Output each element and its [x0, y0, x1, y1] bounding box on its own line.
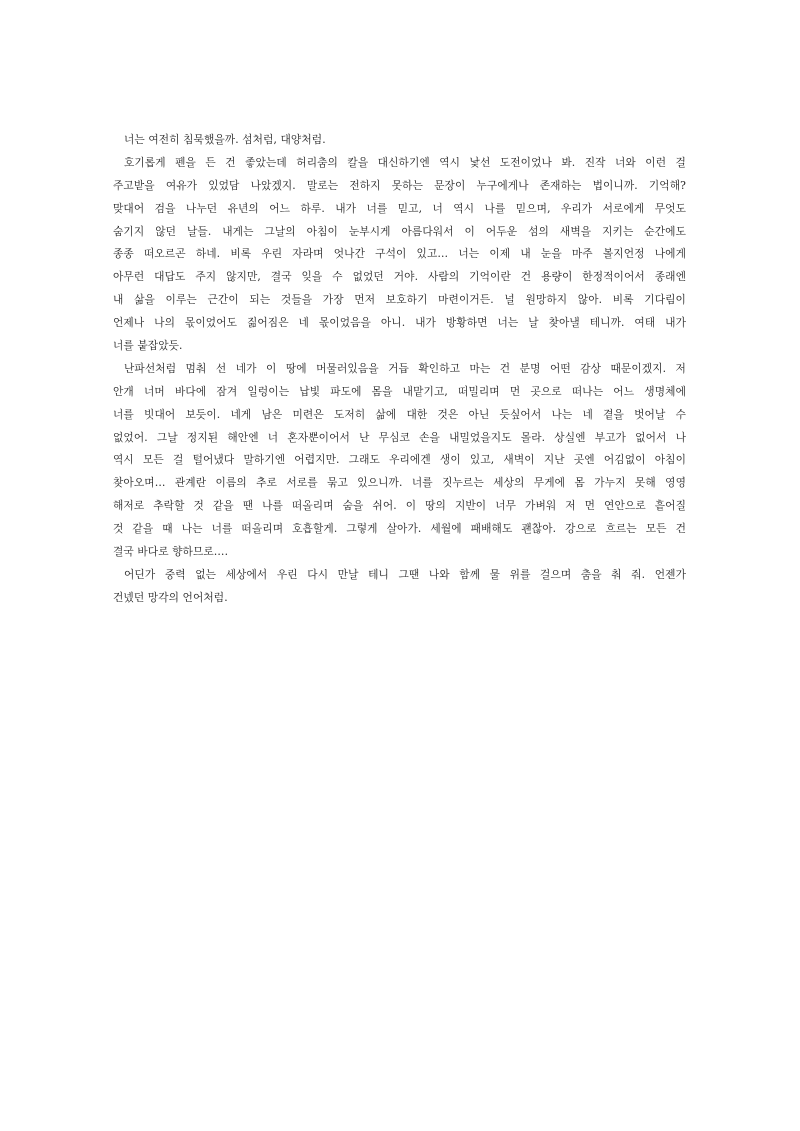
paragraph-3-line-6: 찾아오며… 관계란 이름의 추로 서로를 묶고 있으니까. 너를 짓누르는 세상의 무게에 몸 가누지 못해 영영 — [113, 476, 686, 490]
paragraph-3-line-3: 너를 빗대어 보듯이. 네게 남은 미련은 도저히 삶에 대한 것은 아닌 듯싶어서 나는 네 곁을 벗어날 수 — [113, 407, 686, 421]
letter-body — [113, 129, 686, 610]
paragraph-4-line-1: 어딘가 중력 없는 세상에서 우린 다시 만날 테니 그땐 나와 함께 물 위를 걸으며 춤을 춰 줘. 언젠가 — [124, 567, 686, 581]
paragraph-3-line-8: 것 같을 때 나는 너를 떠올리며 호흡할게. 그렇게 살아가. 세월에 패배해도 괜찮아. 강으로 흐르는 모든 건 — [113, 522, 686, 536]
paragraph-2-line-5: 종종 떠오르곤 하네. 비록 우린 자라며 엇나간 구석이 있고… 너는 이제 내 눈을 마주 볼지언정 나에게 — [113, 247, 686, 261]
paragraph-2-line-4: 숨기지 않던 날들. 내게는 그날의 아침이 눈부시게 아름다워서 이 어두운 섬의 새벽을 지키는 순간에도 — [113, 224, 686, 238]
paragraph-4-line-2: 건넸던 망각의 언어처럼. — [113, 590, 228, 604]
paragraph-3-line-5: 역시 모든 걸 털어냈다 말하기엔 어렵지만. 그래도 우리에겐 생이 있고, 새벽이 지난 곳엔 어김없이 아침이 — [113, 453, 686, 467]
paragraph-2-line-1: 호기롭게 펜을 든 건 좋았는데 허리춤의 칼을 대신하기엔 역시 낯선 도전이었나 봐. 진작 너와 이런 걸 — [124, 155, 686, 169]
paragraph-2-line-9: 너를 붙잡았듯. — [113, 339, 183, 353]
paragraph-2-line-2: 주고받을 여유가 있었담 나았겠지. 말로는 전하지 못하는 문장이 누구에게나 존재하는 법이니까. 기억해? — [113, 178, 686, 192]
paragraph-3-line-9: 결국 바다로 향하므로…. — [113, 545, 229, 559]
paragraph-3-line-4: 없었어. 그날 정지된 해안엔 너 혼자뿐이어서 난 무심코 손을 내밀었을지도 몰라. 상실엔 부고가 없어서 나 — [113, 430, 686, 444]
paragraph-3-line-1: 난파선처럼 멈춰 선 네가 이 땅에 머물러있음을 거듭 확인하고 마는 건 분명 어떤 감상 때문이겠지. 저 — [124, 361, 686, 375]
paragraph-3-line-7: 해저로 추락할 것 같을 땐 나를 떠올리며 숨을 쉬어. 이 땅의 지반이 너무 가벼워 저 먼 연안으로 흩어질 — [113, 499, 686, 513]
paragraph-2-line-7: 내 삶을 이루는 근간이 되는 것들을 가장 먼저 보호하기 마련이거든. 널 원망하지 않아. 비록 기다림이 — [113, 293, 686, 307]
paragraph-2-line-3: 맞대어 검을 나누던 유년의 어느 하루. 내가 너를 믿고, 너 역시 나를 믿으며, 우리가 서로에게 무엇도 — [113, 201, 686, 215]
paragraph-3-line-2: 안개 너머 바다에 잠겨 일렁이는 납빛 파도에 몸을 내맡기고, 떠밀리며 먼 곳으로 떠나는 어느 생명체에 — [113, 384, 686, 398]
paragraph-2-line-8: 언제나 나의 몫이었어도 짊어짐은 네 몫이었음을 아니. 내가 방황하면 너는 날 찾아낼 테니까. 여태 내가 — [113, 316, 686, 330]
paragraph-1-line-1: 너는 여전히 침묵했을까. 섬처럼, 대양처럼. — [124, 133, 326, 146]
paragraph-2-line-6: 아무런 대답도 주지 않지만, 결국 잊을 수 없었던 거야. 사람의 기억이란 건 용량이 한정적이어서 종래엔 — [113, 270, 686, 284]
